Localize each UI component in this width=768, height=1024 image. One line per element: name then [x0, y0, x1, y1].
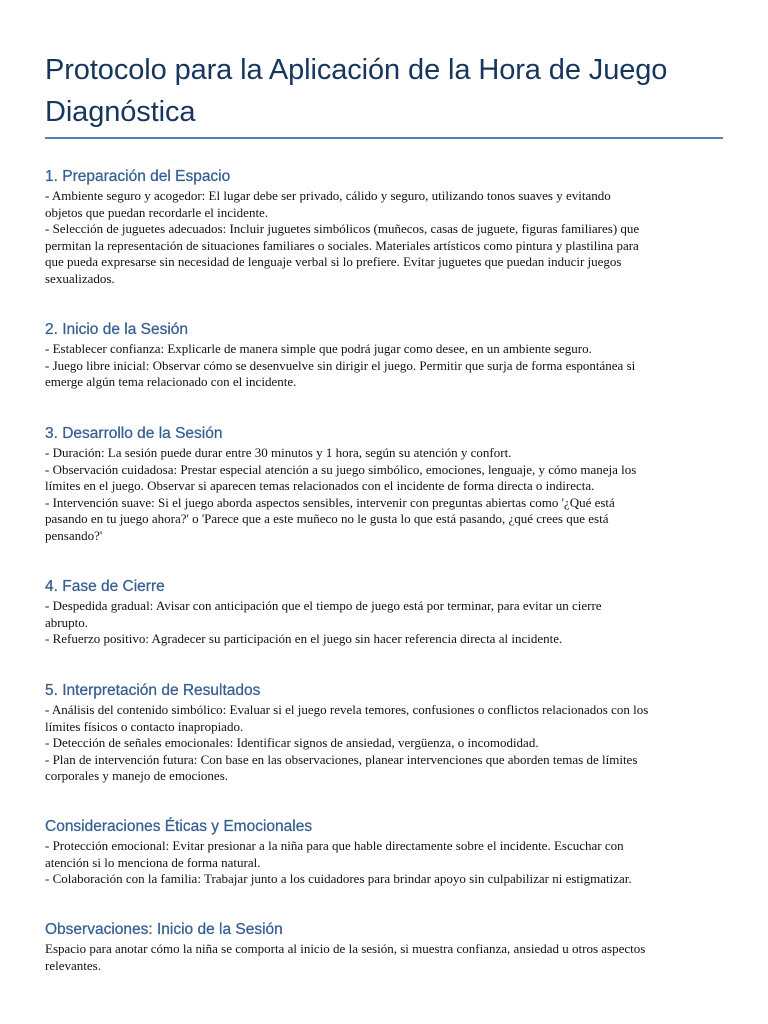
document-title	[45, 0, 723, 137]
document-title-line-1: Protocolo para la Aplicación de la Hora de Juego	[45, 54, 668, 86]
section-inicio	[45, 320, 723, 391]
section-heading: Observaciones: Inicio de la Sesión	[45, 921, 283, 938]
section-body: Espacio para anotar cómo la niña se comporta al inicio de la sesión, si muestra confianza, ansiedad u otros aspectos relevantes.	[45, 941, 646, 973]
section-body: - Protección emocional: Evitar presionar a la niña para que hable directamente sobre el incidente. Escuchar con atención si lo menciona de forma natural. - Colaboración con la familia: Trabajar junto a los cuidadores para brindar apoyo sin culpabilizar ni estigmatizar.	[45, 838, 632, 887]
section-cierre	[45, 577, 723, 648]
section-consideraciones	[45, 817, 723, 888]
section-observaciones	[45, 920, 723, 974]
section-body: - Análisis del contenido simbólico: Evaluar si el juego revela temores, confusiones o conflictos relacionados con los límites físicos o contacto inapropiado. - Detección de señales emocionales: Identificar signos de ansiedad, vergüenza, o incomodidad. - Plan de intervención futura: Con base en las observaciones, planear intervenciones que aborden temas de límites corporales y manejo de emociones.	[45, 702, 649, 784]
section-body: - Ambiente seguro y acogedor: El lugar debe ser privado, cálido y seguro, utilizando tonos suaves y evitando objetos que puedan recordarle el incidente. - Selección de juguetes adecuados: Incluir juguetes simbólicos (muñecos, casas de juguete, figuras familiares) que permitan la representación de situaciones familiares o sociales. Materiales artísticos como pintura y plastilina para que pueda expresarse sin necesidad de lenguaje verbal si lo prefiere. Evitar juguetes que puedan inducir juegos sexualizados.	[45, 188, 640, 286]
title-underline	[45, 137, 723, 139]
section-body: - Duración: La sesión puede durar entre 30 minutos y 1 hora, según su atención y confort. - Observación cuidadosa: Prestar especial atención a su juego simbólico, emociones, lenguaje, y cómo maneja los límites en el juego. Observar si aparecen temas relacionados con el incidente de forma directa o indirecta. - Intervención suave: Si el juego aborda aspectos sensibles, intervenir con preguntas abiertas como '¿Qué está pasando en tu juego ahora?' o 'Parece que a este muñeco no le gusta lo que está pasando, ¿qué crees que está pensando?'	[45, 445, 637, 543]
section-body: - Establecer confianza: Explicarle de manera simple que podrá jugar como desee, en un ambiente seguro. - Juego libre inicial: Observar cómo se desenvuelve sin dirigir el juego. Permitir que surja de forma espontánea si emerge algún tema relacionado con el incidente.	[45, 341, 636, 390]
section-desarrollo	[45, 424, 723, 545]
section-heading: 2. Inicio de la Sesión	[45, 321, 189, 338]
section-preparacion	[45, 167, 723, 288]
document-title-line-2: Diagnóstica	[45, 96, 196, 128]
document-page	[45, 0, 723, 139]
section-heading: 3. Desarrollo de la Sesión	[45, 425, 223, 442]
section-body: - Despedida gradual: Avisar con anticipación que el tiempo de juego está por terminar, para evitar un cierre abrupto. - Refuerzo positivo: Agradecer su participación en el juego sin hacer referencia directa al incidente.	[45, 598, 602, 647]
section-interpretacion	[45, 681, 723, 785]
section-heading: 4. Fase de Cierre	[45, 578, 165, 595]
section-heading: 5. Interpretación de Resultados	[45, 682, 261, 699]
section-heading: 1. Preparación del Espacio	[45, 168, 231, 185]
section-heading: Consideraciones Éticas y Emocionales	[45, 818, 313, 835]
